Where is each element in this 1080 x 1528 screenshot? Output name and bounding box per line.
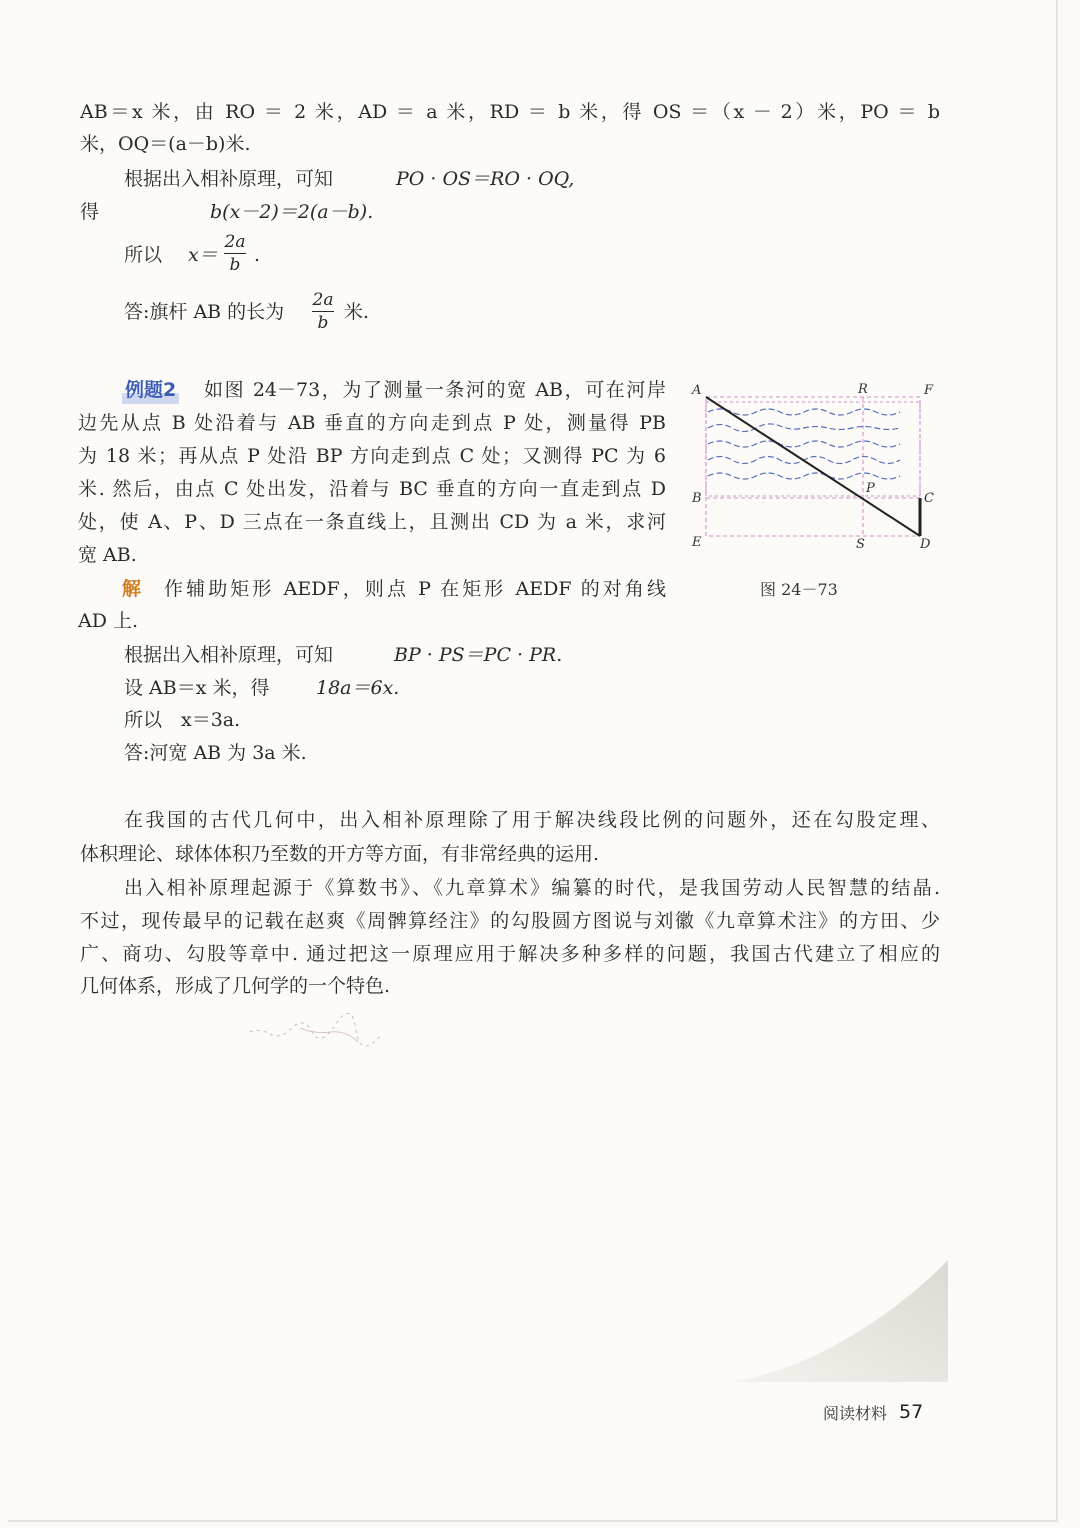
solution-line: 所以 x＝3a. [124,709,241,731]
problem-line: 如图 24－73，为了测量一条河的宽 AB，可在河岸 [204,379,666,401]
fraction-numerator: 2a [312,290,334,310]
equation: PO · OS＝RO · OQ, [396,168,575,190]
answer-text: 米. [344,301,370,323]
label-c: C [924,491,934,506]
label-a: A [692,383,702,398]
problem-line: 宽 AB. [78,544,137,566]
label-f: F [924,383,934,398]
river-wave [708,473,900,479]
pencil-doodle [240,1010,410,1050]
example-tag: 例题2 [122,376,179,404]
fraction-denominator: b [317,313,329,333]
paragraph-line: 体积理论、球体体积乃至数的开方等方面，有非常经典的运用. [80,843,600,865]
paragraph-line: 不过，现传最早的记载在赵爽《周髀算经注》的勾股圆方图说与刘徽《九章算术注》的方田、少 [80,910,940,932]
page-number: 57 [899,1401,924,1423]
label-r: R [858,382,868,397]
paragraph-line: 在我国的古代几何中，出入相补原理除了用于解决线段比例的问题外，还在勾股定理、 [124,809,940,831]
equation: 18a＝6x. [316,677,400,699]
river-wave [708,409,900,415]
solution-line: 设 AB＝x 米，得 [124,677,270,699]
text-line: 得 [80,201,100,223]
solution-line: AD 上. [78,610,139,632]
label-d: D [920,537,931,552]
paragraph-line: 几何体系，形成了几何学的一个特色. [80,975,391,997]
punctuation: . [254,244,261,266]
problem-line: 处，使 A、P、D 三点在一条直线上，且测出 CD 为 a 米，求河 [78,511,666,533]
river-wave [708,441,900,447]
river-band [706,402,920,496]
paragraph-line: 出入相补原理起源于《算数书》、《九章算术》编纂的时代，是我国劳动人民智慧的结晶. [124,877,940,899]
answer-text: 答:旗杆 AB 的长为 [124,301,285,323]
fraction [312,290,334,333]
page-corner-shade [730,1260,950,1385]
paragraph-line: 广、商功、勾股等章中. 通过把这一原理应用于解决多种多样的问题，我国古代建立了相应的 [80,943,940,965]
equation: b(x－2)＝2(a－b). [210,201,374,223]
so-label: 所以 [124,244,163,266]
label-e: E [692,535,702,550]
solution-line: 答:河宽 AB 为 3a 米. [124,742,307,764]
solution-line: 作辅助矩形 AEDF，则点 P 在矩形 AEDF 的对角线 [164,578,666,600]
river-waves [708,409,900,479]
problem-line: 为 18 米；再从点 P 处沿 BP 方向走到点 C 处；又测得 PC 为 6 [78,445,666,467]
fraction-bar [312,311,334,312]
footer-section-label: 阅读材料 [823,1404,888,1423]
river-figure [686,378,946,558]
label-b: B [692,491,702,506]
fraction-numerator: 2a [224,232,246,252]
fraction-bar [224,253,246,254]
problem-line: 边先从点 B 处沿着与 AB 垂直的方向走到点 P 处，测量得 PB [78,412,666,434]
equation: x＝ [188,244,218,266]
text-line: 米，OQ＝(a－b)米. [80,133,251,155]
problem-line: 米. 然后，由点 C 处出发，沿着与 BC 垂直的方向一直走到点 D [78,478,666,500]
equation: BP · PS＝PC · PR. [394,644,563,666]
river-wave [708,424,900,432]
solution-tag: 解 [122,578,142,600]
label-p: P [866,481,875,496]
diagonal-ad [706,397,920,536]
solution-line: 根据出入相补原理，可知 [124,644,334,666]
fraction [224,232,246,275]
label-s: S [856,537,865,552]
text-line: AB＝x 米，由 RO ＝ 2 米，AD ＝ a 米，RD ＝ b 米，得 OS ＝（x － 2）米，PO ＝ b [80,101,940,123]
figure-caption: 图 24－73 [760,580,838,599]
text-line: 根据出入相补原理，可知 [124,168,334,190]
fraction-denominator: b [229,255,241,275]
